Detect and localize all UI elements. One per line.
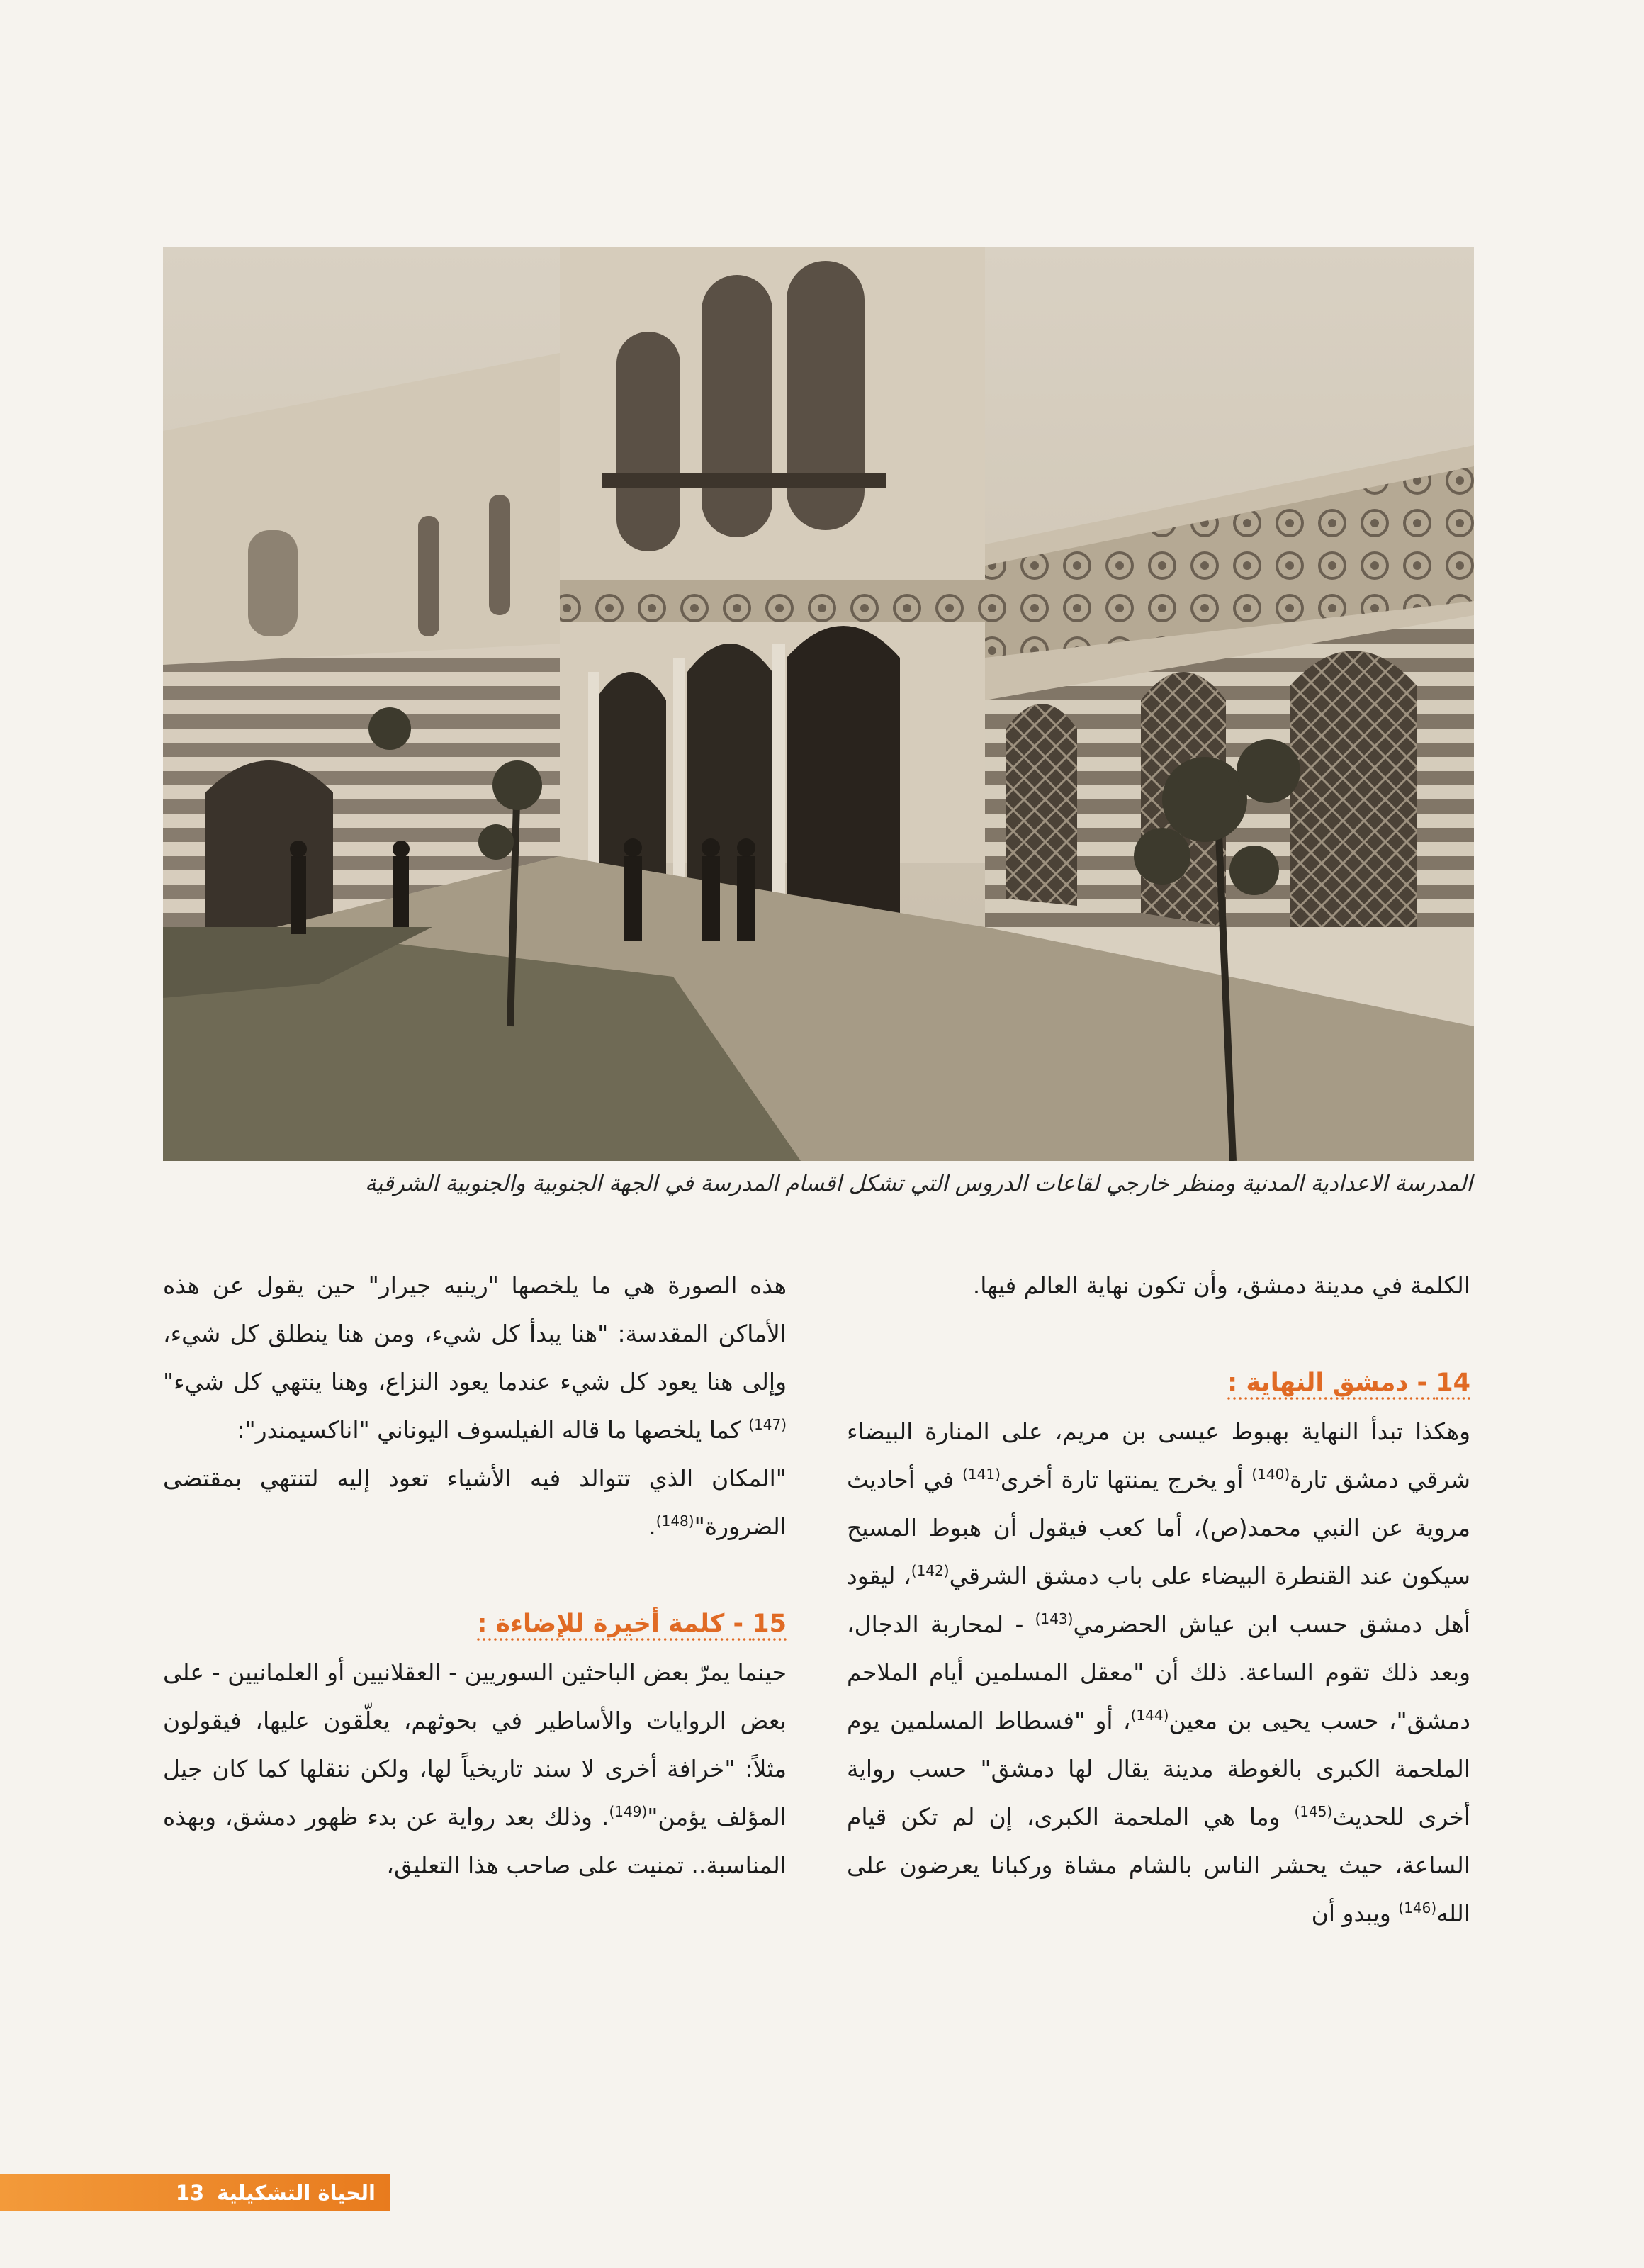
paragraph: وهكذا تبدأ النهاية بهبوط عيسى بن مريم، على المنارة البيضاء شرقي دمشق تارة$^{(140)}$ أو يخرج يمنتها تارة أخرى$^{(141)}$ في أحاديث مروية عن النبي محمد(ص)، أما كعب فيقول أن هبوط المسيح سيكون عند القنطرة البيضاء على باب دمشق الشرقي$^{(142)}$، ليقود أهل دمشق حسب ابن عياش الحضرمي$^{(143)}$ - لمحاربة الدجال، وبعد ذلك تقوم الساعة. ذلك أن "معقل المسلمين أيام الملاحم دمشق"، حسب يحيى بن معين$^{(144)}$، أو "فسطاط المسلمين يوم الملحمة الكبرى بالغوطة مدينة يقال لها دمشق" حسب رواية أخرى للحديث$^{(145)}$ وما هي الملحمة الكبرى، إن لم تكن قيام الساعة، حيث يحشر الناس بالشام مشاة وركبانا يعرضون على الله$^{(146)}$ ويبدو أن bbox=[847, 1418, 1470, 1927]
paragraph: الكلمة في مدينة دمشق، وأن تكون نهاية العالم فيها. bbox=[972, 1271, 1470, 1299]
footnote-ref[interactable]: (140) bbox=[1251, 1466, 1290, 1483]
footnote-ref[interactable]: (141) bbox=[962, 1466, 1001, 1483]
section-heading-15: 15 - كلمة أخيرة للإضاءة : bbox=[477, 1610, 787, 1638]
paragraph: حينما يمرّ بعض الباحثين السوريين - العقلانيين أو العلمانيين - على بعض الروايات والأساطير في بحوثهم، يعلّقون عليها، فيقولون مثلاً: "خرافة أخرى لا سند تاريخياً لها، ولكن ننقلها كما كان جيل المؤلف يؤمن"$^{(149)}$. وذلك بعد رواية عن بدء ظهور دمشق، وبهذه المناسبة.. تمنيت على صاحب هذا التعليق، bbox=[163, 1658, 787, 1879]
photo-caption: المدرسة الاعدادية المدنية ومنظر خارجي لقاعات الدروس التي تشكل اقسام المدرسة في الجهة الجنوبية والجنوبية الشرقية bbox=[364, 1171, 1473, 1196]
courtyard-photo bbox=[163, 247, 1474, 1161]
quote-paragraph: "المكان الذي تتوالد فيه الأشياء تعود إليه لتنتهي بمقتضى الضرورة"$^{(148)}$. bbox=[163, 1464, 787, 1540]
magazine-name: الحياة التشكيلية bbox=[217, 2181, 376, 2205]
footnote-ref[interactable]: (142) bbox=[911, 1562, 950, 1579]
footnote-ref[interactable]: (149) bbox=[609, 1803, 648, 1820]
section-heading-14: 14 - دمشق النهاية : bbox=[1227, 1369, 1470, 1397]
page-footer bbox=[0, 2174, 390, 2211]
footnote-ref[interactable]: (144) bbox=[1130, 1707, 1169, 1724]
footnote-ref[interactable]: (145) bbox=[1294, 1803, 1333, 1820]
left-column bbox=[163, 1262, 787, 1890]
footnote-ref[interactable]: (143) bbox=[1035, 1610, 1074, 1627]
footnote-ref[interactable]: (148) bbox=[655, 1512, 694, 1529]
right-column bbox=[847, 1262, 1470, 1938]
footnote-ref[interactable]: (146) bbox=[1398, 1899, 1437, 1916]
page-number: 13 bbox=[175, 2181, 205, 2205]
paragraph: هذه الصورة هي ما يلخصها "رينيه جيرار" حين يقول عن هذه الأماكن المقدسة: "هنا يبدأ كل شيء، ومن هنا ينطلق كل شيء، وإلى هنا يعود كل شيء عندما يعود النزاع، وهنا ينتهي كل شيء"$^{(147)}$ كما يلخصها ما قاله الفيلسوف اليوناني "اناكسيمندر": bbox=[163, 1271, 787, 1444]
footnote-ref[interactable]: (147) bbox=[748, 1416, 787, 1433]
